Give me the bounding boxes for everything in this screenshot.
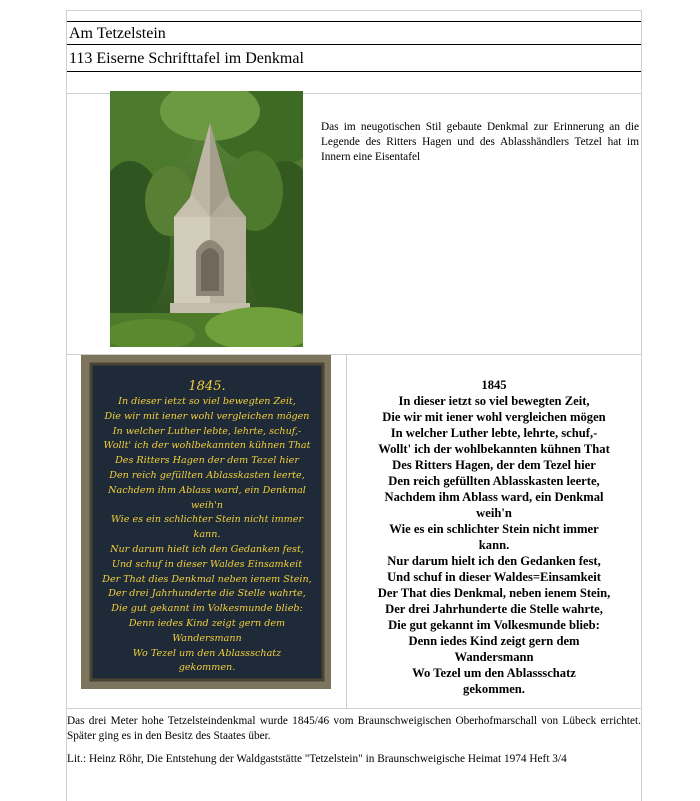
- plaque-line: weih'n: [191, 499, 223, 511]
- plaque-line: Nachdem ihm Ablass ward, ein Denkmal: [108, 484, 306, 496]
- monument-photo: [110, 91, 303, 347]
- poem-line: Wie es ein schlichter Stein nicht immer: [389, 522, 599, 536]
- poem-line: Wollt' ich der wohlbekannten kühnen That: [378, 442, 610, 456]
- poem-line: gekommen.: [463, 682, 525, 696]
- table-bottom-border: [67, 708, 641, 709]
- rule-1: [67, 44, 641, 45]
- poem-line: In welcher Luther lebte, lehrte, schuf,-: [390, 426, 598, 440]
- rule-2: [67, 71, 641, 72]
- poem-transcription: [347, 377, 641, 697]
- poem-line: Denn iedes Kind zeigt gern dem: [408, 634, 580, 648]
- item-title: 113 Eiserne Schrifttafel im Denkmal: [69, 50, 304, 67]
- poem-line: Nachdem ihm Ablass ward, ein Denkmal: [384, 490, 604, 504]
- plaque-line: Den reich gefüllten Ablasskasten leerte,: [109, 469, 305, 481]
- plaque-line: Wollt' ich der wohlbekannten kühnen That: [103, 440, 311, 452]
- plaque-line: Wo Tezel um den Ablassschatz: [132, 647, 282, 659]
- poem-line: weih'n: [476, 506, 512, 520]
- poem-line: Wandersmann: [454, 650, 534, 664]
- poem-line: In dieser ietzt so viel bewegten Zeit,: [398, 394, 590, 408]
- poem-line: Der drei Jahrhunderte die Stelle wahrte,: [385, 602, 603, 616]
- plaque-line: Des Ritters Hagen der dem Tezel hier: [115, 455, 299, 467]
- monument-description: Das im neugotischen Stil gebaute Denkmal zur Erinnerung an die Legende des Ritters Hagen und des Ablasshändlers Tetzel hat im Innern eine Eisentafel: [321, 121, 639, 163]
- plaque-line: Wie es ein schlichter Stein nicht immer: [110, 514, 304, 526]
- plaque-line: Die wir mit iener wohl vergleichen mögen: [104, 410, 310, 422]
- history-paragraph: Das drei Meter hohe Tetzelsteindenkmal wurde 1845/46 vom Braunschweigischen Oberhofmarschall von Lübeck errichtet. Später ging es in den Besitz des Staates über.: [67, 715, 641, 742]
- poem-line: Die gut gekannt im Volkesmunde blieb:: [388, 618, 600, 632]
- plaque-line: Der That dies Denkmal neben ienem Stein,: [102, 573, 312, 585]
- plaque-line: kann.: [193, 529, 221, 541]
- rule-top: [67, 21, 641, 22]
- iron-plaque-photo: [81, 355, 331, 689]
- document-page: [66, 10, 642, 801]
- plaque-line: In welcher Luther lebte, lehrte, schuf,-: [112, 425, 302, 437]
- plaque-line: 1845.: [188, 379, 226, 394]
- plaque-line: In dieser ietzt so viel bewegten Zeit,: [118, 396, 296, 407]
- plaque-line: Die gut gekannt im Volkesmunde blieb:: [111, 603, 303, 615]
- poem-line: kann.: [478, 538, 510, 552]
- literature-reference: Lit.: Heinz Röhr, Die Entstehung der Waldgaststätte "Tetzelstein" in Braunschweigische Heimat 1974 Heft 3/4: [67, 753, 567, 765]
- poem-line: Den reich gefüllten Ablasskasten leerte,: [388, 474, 600, 488]
- plaque-line: Der drei Jahrhunderte die Stelle wahrte,: [108, 588, 306, 600]
- poem-line: 1845: [481, 378, 507, 392]
- plaque-line: Wandersmann: [172, 632, 242, 644]
- poem-line: Die wir mit iener wohl vergleichen mögen: [382, 410, 606, 424]
- poem-line: Des Ritters Hagen, der dem Tezel hier: [392, 458, 596, 472]
- plaque-line: Und schuf in dieser Waldes Einsamkeit: [111, 558, 303, 570]
- poem-line: Der That dies Denkmal, neben ienem Stein,: [377, 586, 611, 600]
- plaque-line: gekommen.: [178, 662, 236, 674]
- section-heading: Am Tetzelstein: [69, 25, 166, 42]
- plaque-line: Denn iedes Kind zeigt gern dem: [128, 617, 286, 629]
- poem-line: Nur darum hielt ich den Gedanken fest,: [387, 554, 601, 568]
- poem-line: Und schuf in dieser Waldes=Einsamkeit: [387, 570, 601, 584]
- poem-line: Wo Tezel um den Ablassschatz: [412, 666, 576, 680]
- plaque-line: Nur darum hielt ich den Gedanken fest,: [110, 543, 304, 555]
- plaque-inscription: [95, 379, 319, 676]
